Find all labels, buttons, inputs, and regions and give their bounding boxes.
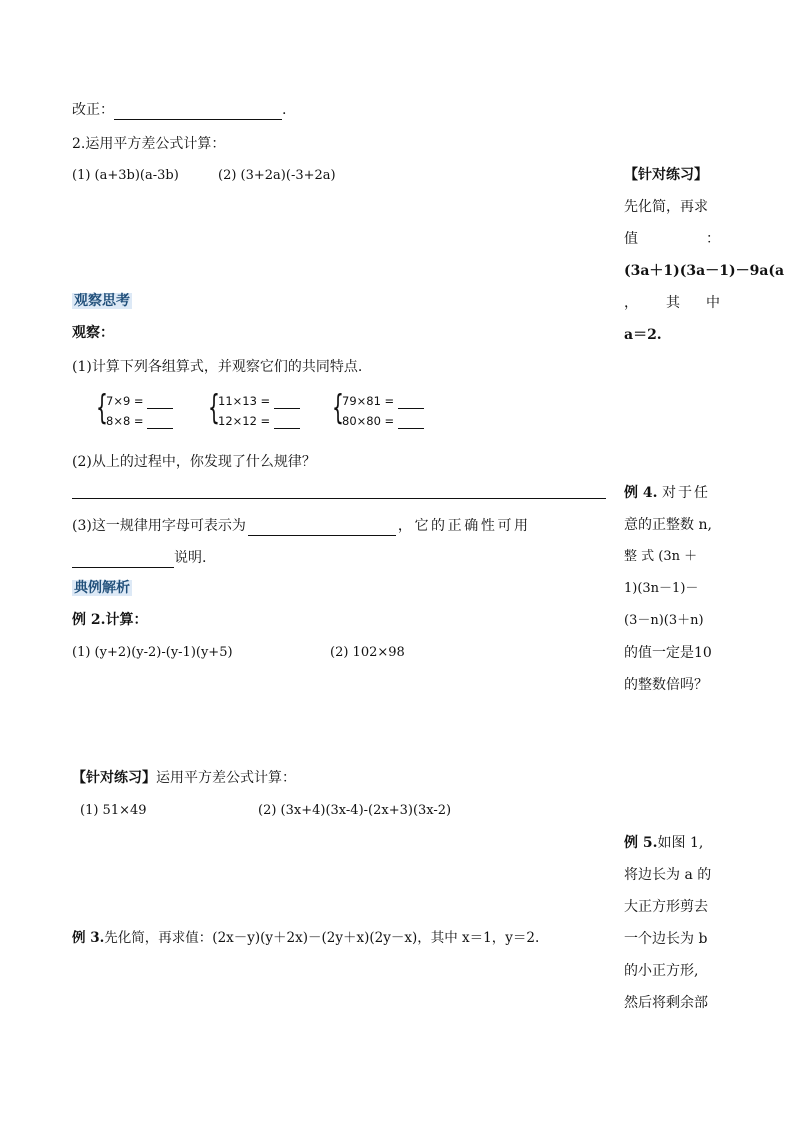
right-formula: (3a＋1)(3a－1)－9a(a — [624, 263, 785, 279]
observe-step2: (2)从上的过程中，你发现了什么规律？ — [72, 454, 316, 470]
observe-step3 — [72, 516, 606, 536]
practice-label: 【针对练习】 — [72, 770, 156, 786]
ex5-line4: 一个边长为 b — [624, 931, 708, 947]
rule-answer-line[interactable] — [72, 480, 606, 499]
calc-group-1 — [96, 388, 196, 433]
ex4-line4: 1)(3n－1)－ — [624, 581, 699, 596]
calc-1a-blank[interactable] — [147, 397, 173, 409]
calc-group-2 — [208, 388, 318, 433]
ex5-line5: 的小正方形, — [624, 963, 699, 979]
right-line1: 先化简，再求 — [624, 199, 708, 215]
calc-3b-blank[interactable] — [398, 417, 424, 429]
ex3-label: 例 3. — [72, 930, 105, 946]
step3-text-a: (3)这一规律用字母可表示为 — [72, 518, 246, 534]
correction-end: . — [282, 102, 287, 118]
step3-line2 — [72, 548, 206, 568]
brace-icon: { — [96, 388, 108, 428]
ex5-text1: 如图 1, — [657, 835, 704, 851]
q2-part1: (1) (a+3b)(a-3b) — [72, 168, 179, 183]
brace-icon: { — [208, 388, 220, 428]
ex3-line — [72, 928, 539, 948]
calc-2a: 11×13 = — [218, 394, 271, 408]
ex4-line2: 意的正整数 n, — [624, 517, 712, 533]
ex5-label: 例 5. — [624, 835, 658, 851]
ex4-line1 — [624, 483, 710, 503]
q2-part2: (2) (3+2a)(-3+2a) — [218, 168, 336, 183]
ex4-text1: 对于任 — [661, 485, 710, 501]
ex5-line3: 大正方形剪去 — [624, 899, 708, 915]
calc-group-3 — [332, 388, 442, 433]
ex5-line1 — [624, 833, 703, 853]
calc-1a: 7×9 = — [106, 394, 144, 408]
ex3-text: 先化简，再求值：(2x－y)(y＋2x)－(2y＋x)(2y－x)，其中 x＝1，y＝2. — [104, 930, 540, 946]
calc-2b: 12×12 = — [218, 414, 271, 428]
correction-line — [72, 100, 286, 120]
calc-3a-blank[interactable] — [398, 397, 424, 409]
calc-1b-blank[interactable] — [147, 417, 173, 429]
step3-text-c: 说明. — [174, 550, 207, 566]
section-observe-think: 观察思考 — [74, 293, 130, 309]
correction-label: 改正： — [72, 102, 114, 118]
step3-formula-blank[interactable] — [248, 520, 396, 536]
correction-blank[interactable] — [114, 104, 282, 120]
observe-step1: (1)计算下列各组算式，并观察它们的共同特点. — [72, 359, 363, 375]
observe-label: 观察： — [72, 325, 114, 341]
practice-line — [72, 768, 296, 788]
ex4-line7: 的整数倍吗？ — [624, 677, 708, 693]
practice-text: 运用平方差公式计算： — [156, 770, 296, 786]
ex5-line6: 然后将剩余部 — [624, 995, 708, 1011]
section-examples: 典例解析 — [74, 580, 130, 596]
calc-3a: 79×81 = — [342, 394, 395, 408]
step3-text-b: ，它的正确性可用 — [397, 518, 531, 534]
right-line5: a＝2. — [624, 327, 662, 343]
ex2-part1: (1) (y+2)(y-2)-(y-1)(y+5) — [72, 645, 233, 660]
brace-icon: { — [332, 388, 344, 428]
right-line4c: 中 — [706, 295, 720, 311]
step3-method-blank[interactable] — [72, 552, 174, 568]
right-practice-label: 【针对练习】 — [624, 167, 708, 183]
calc-2a-blank[interactable] — [274, 397, 300, 409]
ex5-line2: 将边长为 a 的 — [624, 867, 712, 883]
q2-title: 2.运用平方差公式计算： — [72, 136, 226, 152]
practice-part1: (1) 51×49 — [80, 803, 147, 818]
right-line4b: 其 — [666, 295, 680, 311]
ex4-line3: 整 式 (3n ＋ — [624, 549, 698, 564]
ex2-part2: (2) 102×98 — [330, 645, 405, 660]
ex4-line6: 的值一定是10 — [624, 645, 712, 661]
right-line4a: ， — [624, 295, 638, 311]
right-line2b: ： — [706, 231, 720, 247]
calc-3b: 80×80 = — [342, 414, 395, 428]
ex4-label: 例 4. — [624, 485, 658, 501]
ex4-line5: (3－n)(3＋n) — [624, 613, 704, 628]
calc-2b-blank[interactable] — [274, 417, 300, 429]
right-line2a: 值 — [624, 231, 638, 247]
practice-part2: (2) (3x+4)(3x-4)-(2x+3)(3x-2) — [258, 803, 452, 818]
ex2-title: 例 2.计算： — [72, 612, 148, 628]
calc-1b: 8×8 = — [106, 414, 144, 428]
